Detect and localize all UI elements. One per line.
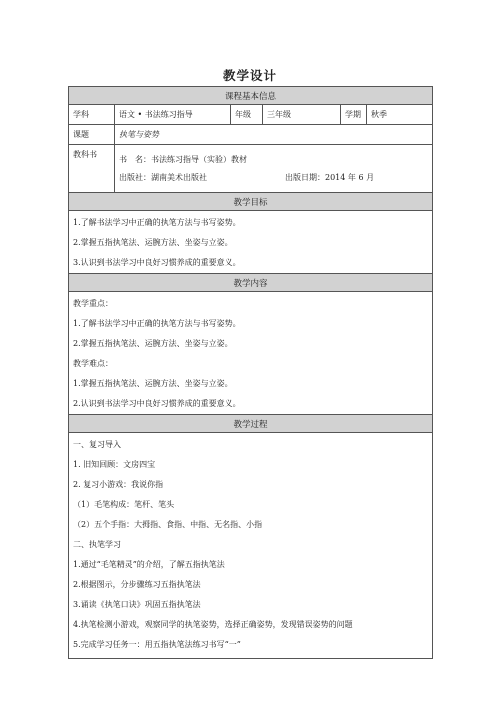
process-line: 一、复习导入 xyxy=(73,439,121,449)
document-title: 教学设计 xyxy=(222,68,277,83)
content-row xyxy=(69,292,433,415)
topic-row xyxy=(69,125,433,145)
lesson-plan-table xyxy=(68,86,433,659)
content-line: 2.认识到书法学习中良好习惯养成的重要意义。 xyxy=(73,398,241,408)
textbook-label: 教科书 xyxy=(69,145,115,193)
publisher: 出版社：湖南美术出版社 xyxy=(119,173,207,182)
content-line: 教学重点： xyxy=(73,298,113,308)
process-line: 1.通过“毛笔精灵”的介绍，了解五指执笔法 xyxy=(73,559,225,569)
process-line: （2）五个手指：大拇指、食指、中指、无名指、小指 xyxy=(73,519,263,529)
grade-value: 三年级 xyxy=(263,105,341,125)
content-line: 教学难点： xyxy=(73,358,113,368)
process-line: 5.完成学习任务一：用五指执笔法练习书写“一” xyxy=(73,639,241,649)
content-line: 2.掌握五指执笔法、运腕方法、坐姿与立姿。 xyxy=(73,338,233,348)
process-header: 教学过程 xyxy=(69,415,433,433)
process-row xyxy=(69,433,433,659)
process-line: 2.根据图示，分步骤练习五指执笔法 xyxy=(73,579,201,589)
process-line: 3.诵读《执笔口诀》巩固五指执笔法 xyxy=(73,599,201,609)
publish-date: 出版日期：2014 年 6 月 xyxy=(285,173,375,182)
subject-value: 语文 • 书法练习指导 xyxy=(115,105,231,125)
process-line: 4.执笔检测小游戏，观察同学的执笔姿势，选择正确姿势，发现错误姿势的问题 xyxy=(73,619,353,629)
basic-info-header-row xyxy=(69,87,433,105)
process-line: 2. 复习小游戏：我说你指 xyxy=(73,479,164,489)
topic-label: 课题 xyxy=(69,125,115,145)
objectives-row xyxy=(69,211,433,274)
subject-row xyxy=(69,105,433,125)
process-header-row xyxy=(69,415,433,433)
process-line: 二、执笔学习 xyxy=(73,539,121,549)
book-name-label-suffix: 名： xyxy=(135,155,151,164)
term-value: 秋季 xyxy=(367,105,433,125)
book-name-line xyxy=(119,151,428,169)
process-line: 1. 旧知回顾：文房四宝 xyxy=(73,459,156,469)
subject-label: 学科 xyxy=(69,105,115,125)
textbook-row xyxy=(69,145,433,193)
content-line: 1.掌握五指执笔法、运腕方法、坐姿与立姿。 xyxy=(73,378,233,388)
publisher-line xyxy=(119,169,428,187)
term-label: 学期 xyxy=(341,105,367,125)
objectives-header-row xyxy=(69,193,433,211)
book-name-value: 书法练习指导（实验）教材 xyxy=(151,155,247,164)
book-name-label: 书 xyxy=(119,155,127,164)
objective-item: 2.掌握五指执笔法、运腕方法、坐姿与立姿。 xyxy=(73,237,233,247)
content-line: 1.了解书法学习中正确的执笔方法与书写姿势。 xyxy=(73,318,241,328)
process-line: （1）毛笔构成：笔杆、笔头 xyxy=(73,499,175,509)
content-header: 教学内容 xyxy=(69,274,433,292)
content-header-row xyxy=(69,274,433,292)
basic-info-header: 课程基本信息 xyxy=(69,87,433,105)
objective-item: 3.认识到书法学习中良好习惯养成的重要意义。 xyxy=(73,257,241,267)
grade-label: 年级 xyxy=(231,105,263,125)
objectives-header: 教学目标 xyxy=(69,193,433,211)
objective-item: 1.了解书法学习中正确的执笔方法与书写姿势。 xyxy=(73,217,241,227)
topic-value: 执笔与姿势 xyxy=(115,125,433,145)
